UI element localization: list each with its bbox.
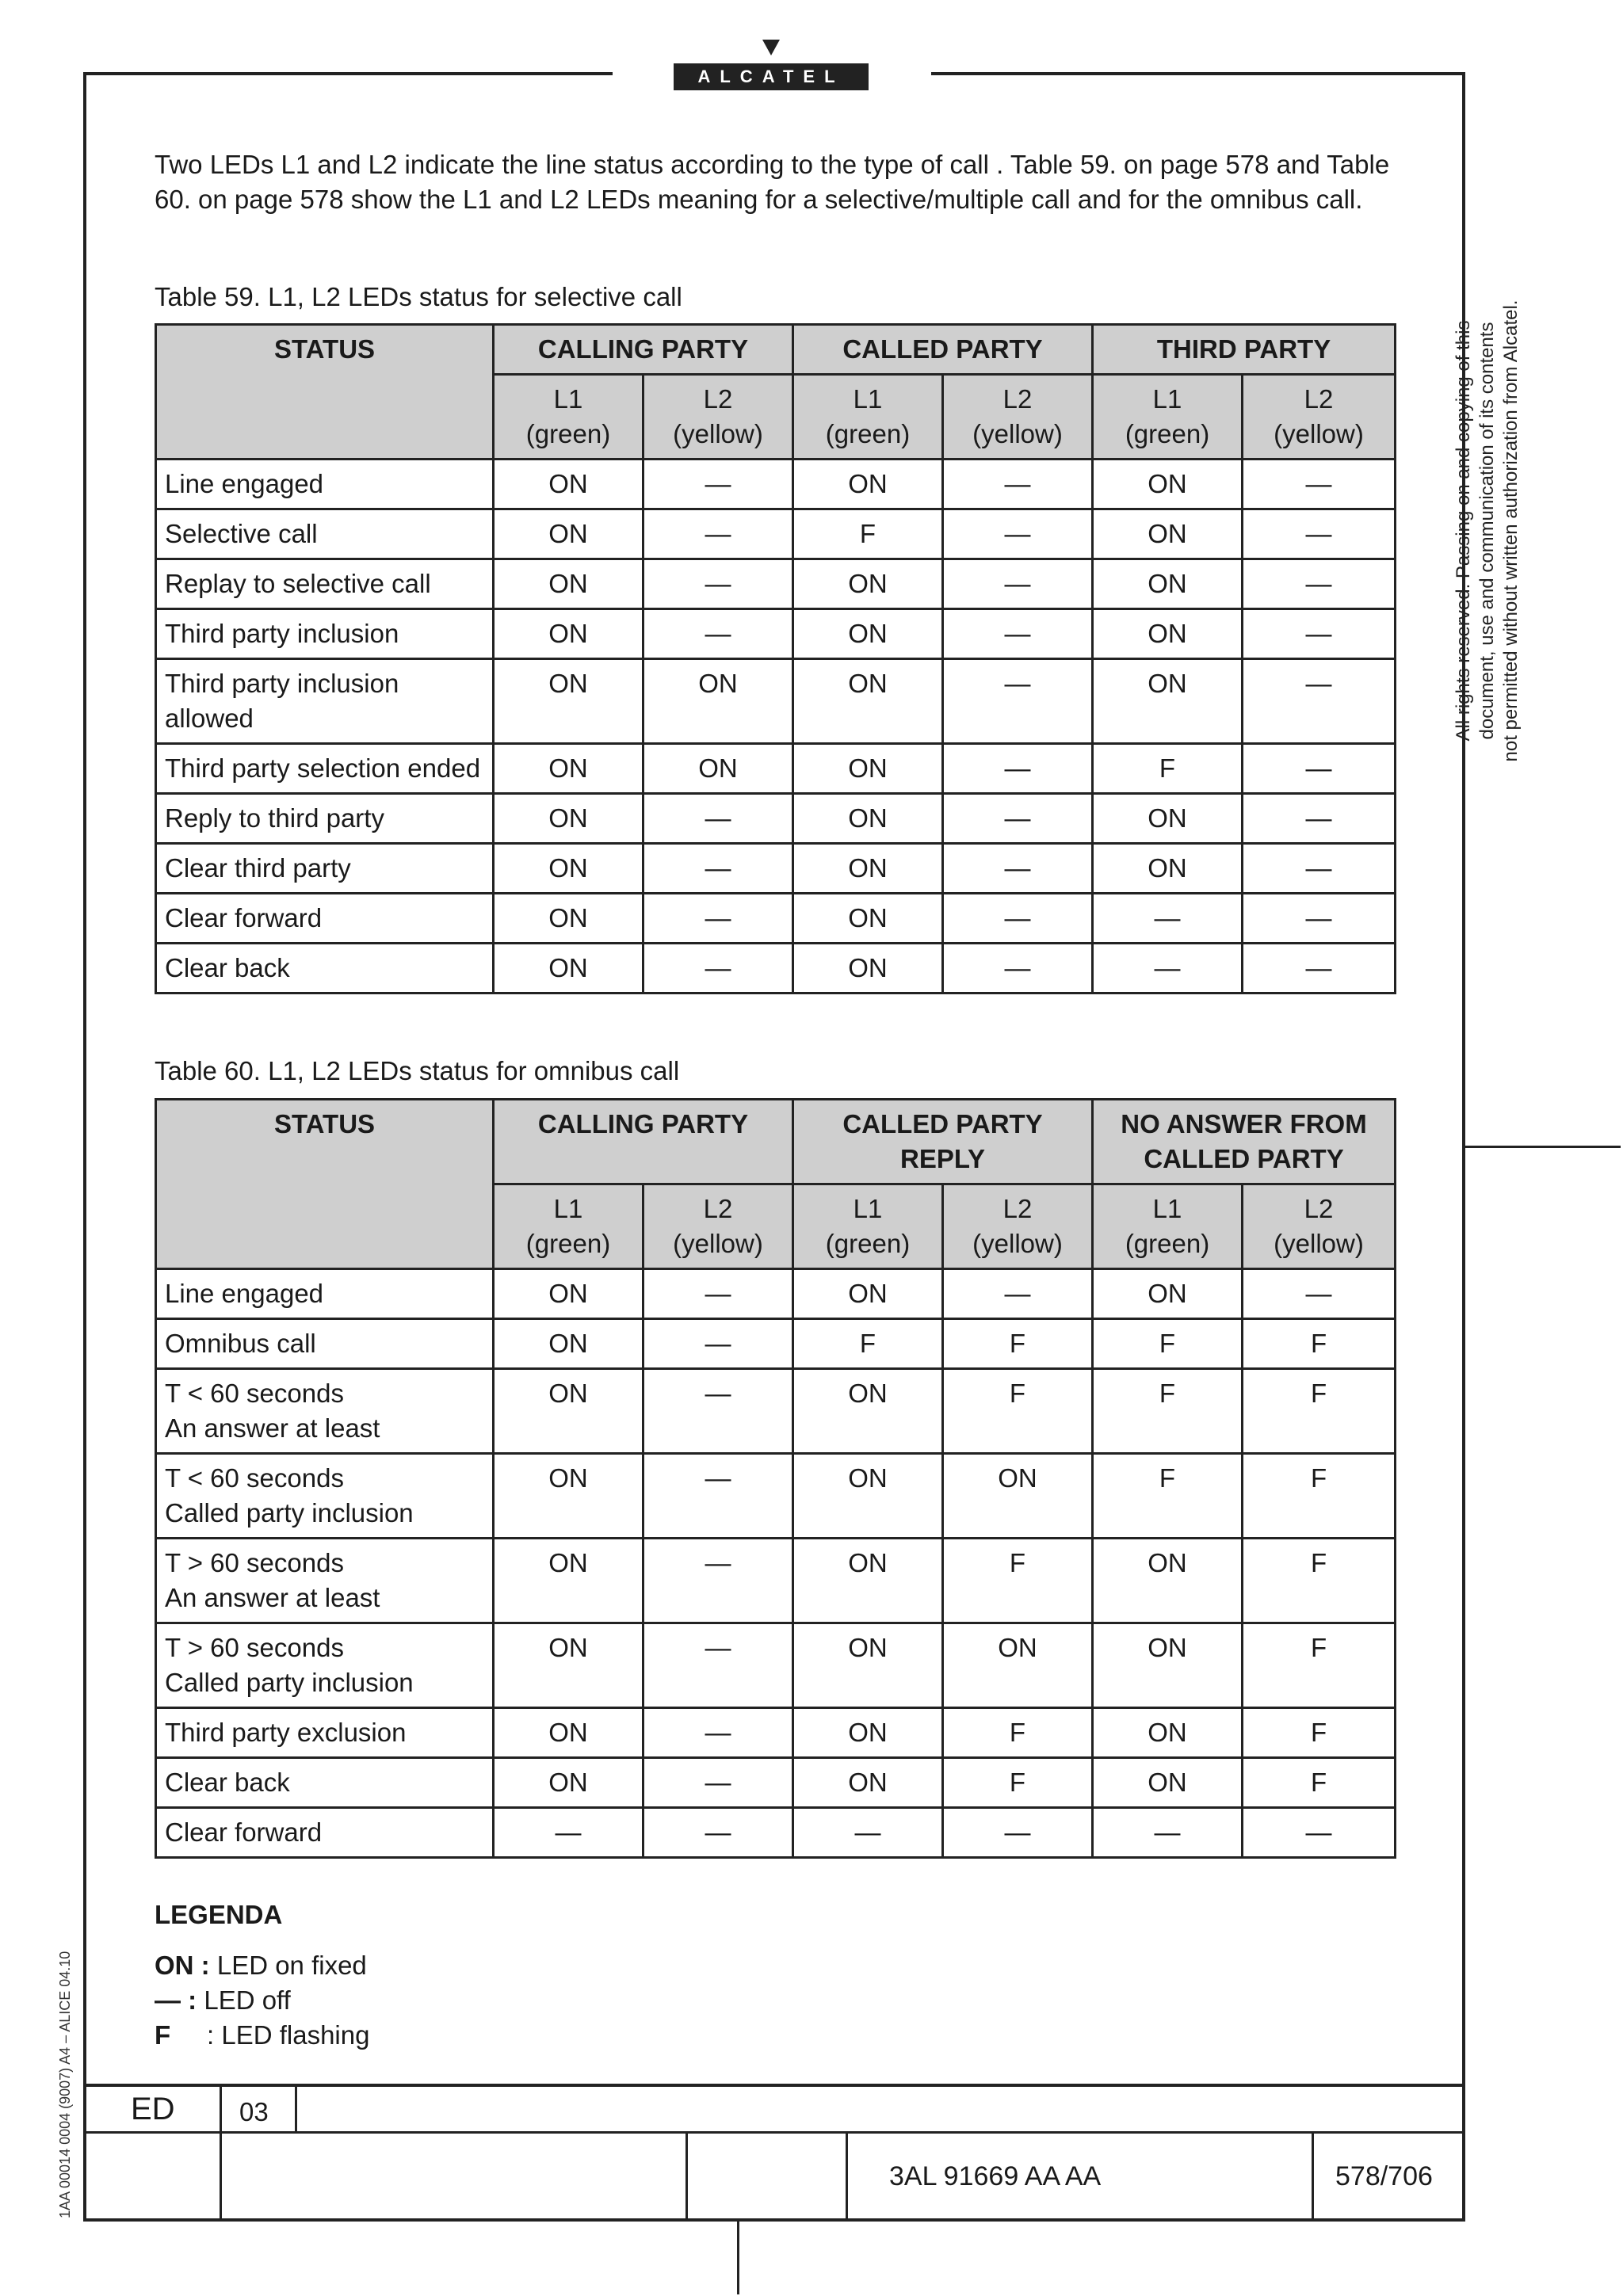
- table-row: [156, 1623, 1396, 1708]
- copyright-notice: [1452, 254, 1523, 808]
- footer-v5: [1312, 2131, 1314, 2220]
- led-value-cell: F: [1093, 744, 1243, 794]
- intro-paragraph: Two LEDs L1 and L2 indicate the line status according to the type of call . Table 59. on page 578 and Table 60. on page 578 show the L1 and L2 LEDs meaning for a selective/multiple call and for the omnibus call.: [155, 150, 1390, 214]
- footer-stem: [737, 2220, 739, 2294]
- status-label: T < 60 seconds Called party inclusion: [156, 1454, 494, 1539]
- table60-group-row: [156, 1100, 1396, 1184]
- led-value-cell: ON: [494, 1539, 643, 1623]
- led-value-cell: —: [943, 744, 1093, 794]
- led-value-cell: —: [943, 659, 1093, 744]
- led-value-cell: ON: [494, 1454, 643, 1539]
- led-value-cell: F: [943, 1319, 1093, 1369]
- table60: [155, 1098, 1396, 1859]
- table-row: [156, 1808, 1396, 1858]
- led-name: L2: [1002, 1194, 1033, 1223]
- table-row: [156, 460, 1396, 509]
- led-color: (yellow): [972, 1229, 1063, 1258]
- led-value-cell: —: [1093, 1808, 1243, 1858]
- led-value-cell: —: [643, 1454, 793, 1539]
- status-label: Clear forward: [156, 1808, 494, 1858]
- led-value-cell: ON: [643, 659, 793, 744]
- led-value-cell: ON: [943, 1623, 1093, 1708]
- led-value-cell: F: [1243, 1623, 1396, 1708]
- led-value-cell: ON: [1093, 609, 1243, 659]
- table59-subheader: [1093, 375, 1243, 460]
- status-label: Third party selection ended: [156, 744, 494, 794]
- footer-ed-value: 03: [239, 2097, 269, 2126]
- led-value-cell: —: [643, 609, 793, 659]
- led-value-cell: —: [1243, 1269, 1396, 1319]
- led-value-cell: ON: [494, 659, 643, 744]
- led-value-cell: ON: [793, 794, 943, 844]
- footer-line-2: [83, 2131, 1465, 2134]
- led-value-cell: ON: [494, 1269, 643, 1319]
- led-color: (green): [525, 1229, 611, 1258]
- table60-group-1: CALLING PARTY: [494, 1100, 793, 1184]
- led-value-cell: ON: [793, 894, 943, 944]
- led-color: (green): [525, 419, 611, 448]
- led-color: (yellow): [1274, 419, 1364, 448]
- table60-subheader: [1243, 1184, 1396, 1269]
- led-color: (green): [1125, 419, 1210, 448]
- copyright-line-1: All rights reserved. Passing on and copying of this: [1453, 320, 1474, 742]
- led-value-cell: ON: [793, 944, 943, 994]
- legend-key: F: [155, 2020, 171, 2050]
- table59-group-3: THIRD PARTY: [1093, 325, 1396, 375]
- led-value-cell: F: [943, 1539, 1093, 1623]
- led-value-cell: —: [643, 1623, 793, 1708]
- status-label: Selective call: [156, 509, 494, 559]
- led-value-cell: ON: [1093, 844, 1243, 894]
- led-value-cell: ON: [494, 609, 643, 659]
- led-color: (yellow): [673, 419, 763, 448]
- legend-key: ON :: [155, 1951, 210, 1980]
- led-value-cell: F: [1093, 1454, 1243, 1539]
- footer-line-1: [83, 2084, 1465, 2087]
- led-value-cell: ON: [793, 1623, 943, 1708]
- led-value-cell: —: [1243, 794, 1396, 844]
- legend: [155, 1897, 369, 2053]
- led-value-cell: ON: [793, 1708, 943, 1758]
- status-label: Omnibus call: [156, 1319, 494, 1369]
- led-value-cell: ON: [793, 559, 943, 609]
- table59-caption: Table 59. L1, L2 LEDs status for selective call: [155, 282, 682, 311]
- led-value-cell: ON: [793, 844, 943, 894]
- status-label: Clear back: [156, 944, 494, 994]
- logo-text: ALCATEL: [674, 63, 869, 90]
- status-label: Line engaged: [156, 460, 494, 509]
- led-value-cell: —: [643, 1319, 793, 1369]
- led-value-cell: F: [1243, 1708, 1396, 1758]
- led-color: (green): [1125, 1229, 1210, 1258]
- form-code: 1AA 00014 0004 (9007) A4 – ALICE 04.10: [57, 1951, 73, 2218]
- led-value-cell: ON: [494, 1369, 643, 1454]
- led-name: L1: [853, 384, 883, 414]
- led-value-cell: —: [943, 794, 1093, 844]
- led-value-cell: ON: [1093, 1758, 1243, 1808]
- led-value-cell: F: [1243, 1539, 1396, 1623]
- led-value-cell: ON: [943, 1454, 1093, 1539]
- table-row: [156, 794, 1396, 844]
- table59-status-header: STATUS: [156, 325, 494, 460]
- led-value-cell: —: [643, 460, 793, 509]
- led-color: (yellow): [1274, 1229, 1364, 1258]
- table60-status-header: STATUS: [156, 1100, 494, 1269]
- footer-v1: [220, 2084, 222, 2220]
- led-value-cell: —: [643, 1539, 793, 1623]
- table-row: [156, 844, 1396, 894]
- led-value-cell: —: [1243, 460, 1396, 509]
- frame-top-right: [931, 72, 1465, 75]
- led-value-cell: ON: [1093, 559, 1243, 609]
- led-value-cell: F: [1243, 1369, 1396, 1454]
- led-value-cell: F: [1093, 1369, 1243, 1454]
- table-row: [156, 1539, 1396, 1623]
- led-value-cell: ON: [494, 509, 643, 559]
- led-value-cell: —: [1243, 559, 1396, 609]
- table59-group-2: CALLED PARTY: [793, 325, 1093, 375]
- table60-subheader: [494, 1184, 643, 1269]
- status-label: Third party inclusion allowed: [156, 659, 494, 744]
- led-value-cell: F: [943, 1369, 1093, 1454]
- led-value-cell: —: [943, 1808, 1093, 1858]
- led-value-cell: F: [1093, 1319, 1243, 1369]
- status-label: T > 60 seconds An answer at least: [156, 1539, 494, 1623]
- status-label: Clear third party: [156, 844, 494, 894]
- led-name: L1: [853, 1194, 883, 1223]
- led-value-cell: —: [643, 1758, 793, 1808]
- table-row: [156, 509, 1396, 559]
- table60-subheader: [1093, 1184, 1243, 1269]
- status-label: T > 60 seconds Called party inclusion: [156, 1623, 494, 1708]
- led-value-cell: ON: [793, 1758, 943, 1808]
- led-value-cell: —: [943, 509, 1093, 559]
- led-value-cell: ON: [494, 1623, 643, 1708]
- status-label: Replay to selective call: [156, 559, 494, 609]
- led-value-cell: —: [643, 509, 793, 559]
- led-value-cell: —: [1243, 744, 1396, 794]
- copyright-line-3: not permitted without written authorization from Alcatel.: [1500, 299, 1522, 762]
- led-value-cell: —: [494, 1808, 643, 1858]
- led-color: (yellow): [673, 1229, 763, 1258]
- table60-subheader: [643, 1184, 793, 1269]
- led-value-cell: ON: [494, 1758, 643, 1808]
- table59-subheader: [494, 375, 643, 460]
- frame-top-left: [83, 72, 613, 75]
- led-value-cell: ON: [793, 460, 943, 509]
- table-row: [156, 559, 1396, 609]
- copyright-line-2: document, use and communication of its contents: [1476, 322, 1498, 740]
- led-value-cell: —: [943, 844, 1093, 894]
- table59-group-row: [156, 325, 1396, 375]
- led-value-cell: ON: [494, 460, 643, 509]
- led-value-cell: ON: [793, 1454, 943, 1539]
- led-color: (yellow): [972, 419, 1063, 448]
- logo-arrow-icon: [762, 40, 780, 55]
- led-value-cell: F: [1243, 1319, 1396, 1369]
- led-value-cell: ON: [1093, 1623, 1243, 1708]
- led-value-cell: —: [1093, 944, 1243, 994]
- led-value-cell: ON: [494, 744, 643, 794]
- led-value-cell: ON: [793, 1269, 943, 1319]
- led-value-cell: ON: [494, 559, 643, 609]
- led-value-cell: —: [643, 794, 793, 844]
- led-color: (green): [825, 419, 911, 448]
- status-label: Reply to third party: [156, 794, 494, 844]
- led-value-cell: ON: [494, 1708, 643, 1758]
- legend-desc: : LED flashing: [170, 2020, 370, 2050]
- led-value-cell: —: [1243, 944, 1396, 994]
- table-row: [156, 1369, 1396, 1454]
- led-name: L2: [1304, 1194, 1334, 1223]
- led-value-cell: ON: [1093, 509, 1243, 559]
- led-value-cell: —: [943, 460, 1093, 509]
- table-row: [156, 894, 1396, 944]
- frame-left: [83, 72, 86, 2222]
- led-value-cell: ON: [793, 1369, 943, 1454]
- led-value-cell: —: [943, 1269, 1093, 1319]
- status-label: Clear back: [156, 1758, 494, 1808]
- led-value-cell: —: [643, 559, 793, 609]
- led-value-cell: ON: [793, 1539, 943, 1623]
- led-value-cell: ON: [643, 744, 793, 794]
- table-row: [156, 659, 1396, 744]
- table59-subheader: [1243, 375, 1396, 460]
- led-value-cell: —: [643, 1808, 793, 1858]
- led-value-cell: —: [1243, 894, 1396, 944]
- legend-item: [155, 2018, 369, 2053]
- status-label: T < 60 seconds An answer at least: [156, 1369, 494, 1454]
- table-row: [156, 744, 1396, 794]
- led-value-cell: —: [1243, 1808, 1396, 1858]
- led-value-cell: —: [643, 1708, 793, 1758]
- led-value-cell: ON: [793, 744, 943, 794]
- led-value-cell: ON: [494, 794, 643, 844]
- footer-v3: [685, 2131, 688, 2220]
- legend-desc: LED off: [197, 1985, 291, 2015]
- alcatel-logo: [674, 38, 869, 93]
- table59-subheader: [643, 375, 793, 460]
- footer-v2: [295, 2084, 297, 2131]
- led-value-cell: —: [1243, 509, 1396, 559]
- led-name: L1: [1152, 384, 1182, 414]
- legend-title: LEGENDA: [155, 1900, 283, 1929]
- led-value-cell: —: [943, 609, 1093, 659]
- led-value-cell: ON: [793, 609, 943, 659]
- led-name: L2: [703, 384, 733, 414]
- table-row: [156, 1758, 1396, 1808]
- led-value-cell: —: [643, 844, 793, 894]
- led-value-cell: —: [643, 1369, 793, 1454]
- led-value-cell: —: [943, 944, 1093, 994]
- footer-line-3: [83, 2218, 1465, 2222]
- led-name: L1: [1152, 1194, 1182, 1223]
- led-name: L1: [553, 384, 583, 414]
- led-value-cell: F: [1243, 1454, 1396, 1539]
- led-name: L2: [703, 1194, 733, 1223]
- led-value-cell: —: [793, 1808, 943, 1858]
- led-value-cell: ON: [793, 659, 943, 744]
- status-label: Third party exclusion: [156, 1708, 494, 1758]
- table60-caption: Table 60. L1, L2 LEDs status for omnibus call: [155, 1056, 680, 1085]
- footer-v4: [846, 2131, 848, 2220]
- table-row: [156, 1708, 1396, 1758]
- led-value-cell: ON: [494, 944, 643, 994]
- led-value-cell: ON: [1093, 460, 1243, 509]
- table-row: [156, 1269, 1396, 1319]
- led-name: L2: [1002, 384, 1033, 414]
- table-row: [156, 944, 1396, 994]
- table60-subheader: [793, 1184, 943, 1269]
- led-value-cell: ON: [1093, 1539, 1243, 1623]
- table-row: [156, 1319, 1396, 1369]
- footer-page-number: 578/706: [1335, 2161, 1433, 2191]
- table59-subheader: [943, 375, 1093, 460]
- led-color: (green): [825, 1229, 911, 1258]
- table59: [155, 323, 1396, 994]
- led-name: L2: [1304, 384, 1334, 414]
- table60-group-2: CALLED PARTY REPLY: [793, 1100, 1093, 1184]
- led-value-cell: ON: [494, 844, 643, 894]
- led-value-cell: ON: [1093, 1269, 1243, 1319]
- legend-item: [155, 1983, 369, 2018]
- led-value-cell: —: [943, 894, 1093, 944]
- table-row: [156, 609, 1396, 659]
- table59-subheader: [793, 375, 943, 460]
- led-value-cell: —: [1243, 609, 1396, 659]
- table59-group-1: CALLING PARTY: [494, 325, 793, 375]
- led-value-cell: —: [1243, 844, 1396, 894]
- status-label: Third party inclusion: [156, 609, 494, 659]
- table60-subheader: [943, 1184, 1093, 1269]
- led-value-cell: —: [943, 559, 1093, 609]
- led-value-cell: F: [793, 509, 943, 559]
- table60-group-3: NO ANSWER FROM CALLED PARTY: [1093, 1100, 1396, 1184]
- led-value-cell: ON: [494, 894, 643, 944]
- legend-desc: LED on fixed: [209, 1951, 367, 1980]
- led-value-cell: —: [1093, 894, 1243, 944]
- legend-item: [155, 1948, 369, 1983]
- footer-ed-label: ED: [131, 2092, 175, 2126]
- legend-key: — :: [155, 1985, 197, 2015]
- led-value-cell: —: [643, 1269, 793, 1319]
- led-value-cell: —: [643, 944, 793, 994]
- led-value-cell: F: [793, 1319, 943, 1369]
- footer-doc-number: 3AL 91669 AA AA: [889, 2161, 1102, 2191]
- led-name: L1: [553, 1194, 583, 1223]
- led-value-cell: —: [1243, 659, 1396, 744]
- led-value-cell: F: [1243, 1758, 1396, 1808]
- table-row: [156, 1454, 1396, 1539]
- led-value-cell: ON: [1093, 659, 1243, 744]
- led-value-cell: F: [943, 1708, 1093, 1758]
- led-value-cell: ON: [1093, 1708, 1243, 1758]
- status-label: Clear forward: [156, 894, 494, 944]
- led-value-cell: —: [643, 894, 793, 944]
- led-value-cell: F: [943, 1758, 1093, 1808]
- frame-right-tick: [1462, 1146, 1621, 1148]
- led-value-cell: ON: [1093, 794, 1243, 844]
- status-label: Line engaged: [156, 1269, 494, 1319]
- led-value-cell: ON: [494, 1319, 643, 1369]
